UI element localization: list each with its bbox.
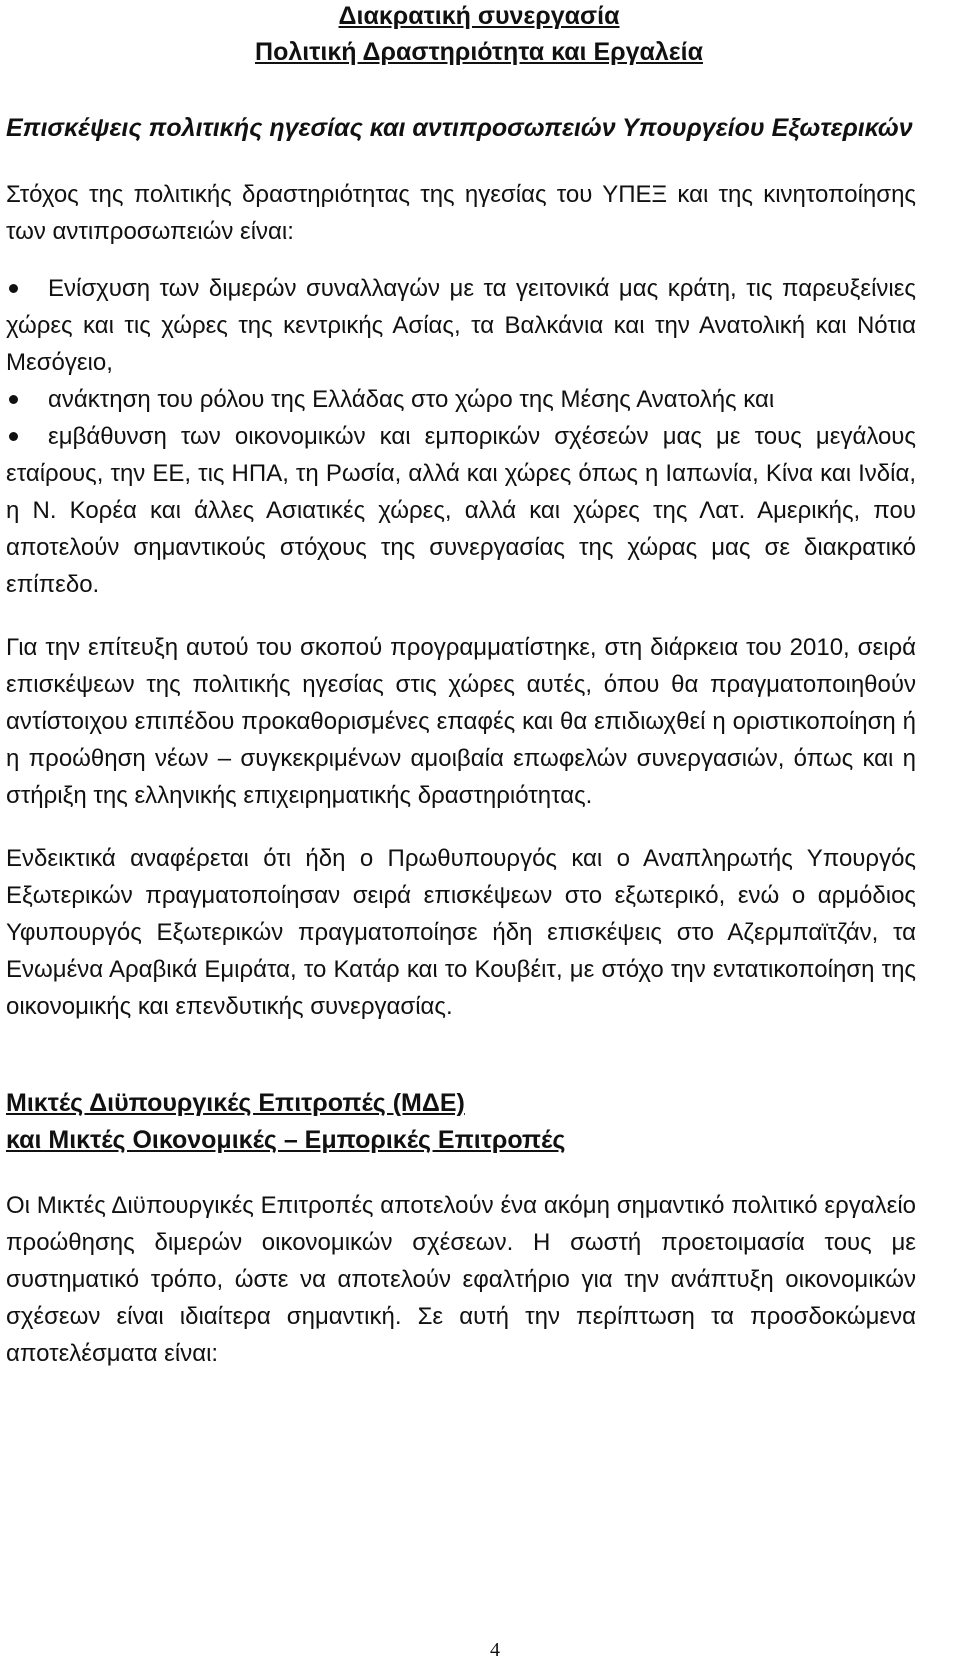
section2-heading-line-1: Μικτές Διϋπουργικές Επιτροπές (ΜΔΕ) — [6, 1089, 465, 1117]
section2-paragraph-1: Οι Μικτές Διϋπουργικές Επιτροπές αποτελούν ένα ακόμη σημαντικό πολιτικό εργαλείο προώθησης διμερών οικονομικών σχέσεων. Η σωστή προετοιμασία τους με συστηματικό τρόπο, ώστε να αποτελούν εφαλτήριο για την ανάπτυξη οικονομικών σχέσεων είναι ιδιαίτερα σημαντική. Σε αυτή την περίπτωση τα προσδοκώμενα αποτελέσματα είναι: — [6, 1192, 916, 1367]
document-title — [6, 0, 916, 70]
section-heading-visits: Επισκέψεις πολιτικής ηγεσίας και αντιπροσωπειών Υπουργείου Εξωτερικών — [6, 114, 913, 142]
section1-paragraph-3: Ενδεικτικά αναφέρεται ότι ήδη ο Πρωθυπουργός και ο Αναπληρωτής Υπουργός Εξωτερικών πραγματοποίησαν σειρά επισκέψεων στο εξωτερικό, ενώ ο αρμόδιος Υφυπουργός Εξωτερικών πραγματοποίησε ήδη επισκέψεις στο Αζερμπαϊτζάν, τα Ενωμένα Αραβικά Εμιράτα, το Κατάρ και το Κουβέιτ, με στόχο την εντατικοποίηση της οικονομικής και επενδυτικής συνεργασίας. — [6, 845, 916, 1020]
section1-intro-paragraph: Στόχος της πολιτικής δραστηριότητας της ηγεσίας του ΥΠΕΞ και της κινητοποίησης των αντιπροσωπειών είναι: — [6, 181, 916, 245]
list-item-text: Ενίσχυση των διμερών συναλλαγών με τα γειτονικά μας κράτη, τις παρευξείνιες χώρες και τις χώρες της κεντρικής Ασίας, τα Βαλκάνια και την Ανατολική και Νότια Μεσόγειο, — [6, 275, 916, 376]
bullet-icon — [9, 395, 18, 404]
list-item — [6, 381, 916, 418]
list-item — [6, 418, 916, 603]
objectives-list — [6, 270, 916, 603]
list-item-text: ανάκτηση του ρόλου της Ελλάδας στο χώρο της Μέσης Ανατολής και — [48, 386, 775, 413]
list-item — [6, 270, 916, 381]
bullet-icon — [9, 284, 18, 293]
title-line-1: Διακρατική συνεργασία — [338, 2, 620, 30]
page-number: 4 — [490, 1639, 500, 1661]
section2-heading — [6, 1085, 916, 1159]
list-item-text: εμβάθυνση των οικονομικών και εμπορικών σχέσεών μας με τους μεγάλους εταίρους, την ΕΕ, τις ΗΠΑ, τη Ρωσία, αλλά και χώρες όπως η Ιαπωνία, Κίνα και Ινδία, η Ν. Κορέα και άλλες Ασιατικές χώρες, αλλά και χώρες της Λατ. Αμερικής, που αποτελούν σημαντικούς στόχους της συνεργασίας της χώρας μας σε διακρατικό επίπεδο. — [6, 423, 916, 598]
bullet-icon — [9, 432, 18, 441]
section1-paragraph-2: Για την επίτευξη αυτού του σκοπού προγραμματίστηκε, στη διάρκεια του 2010, σειρά επισκέψεων της πολιτικής ηγεσίας στις χώρες αυτές, όπου θα πραγματοποιηθούν αντίστοιχου επιπέδου προκαθορισμένες επαφές και θα επιδιωχθεί η οριστικοποίηση ή η προώθηση νέων – συγκεκριμένων αμοιβαία επωφελών συνεργασιών, όπως και η στήριξη της ελληνικής επιχειρηματικής δραστηριότητας. — [6, 634, 916, 809]
section2-heading-line-2: και Μικτές Οικονομικές – Εμπορικές Επιτροπές — [6, 1126, 566, 1154]
title-line-2: Πολιτική Δραστηριότητα και Εργαλεία — [255, 38, 703, 66]
